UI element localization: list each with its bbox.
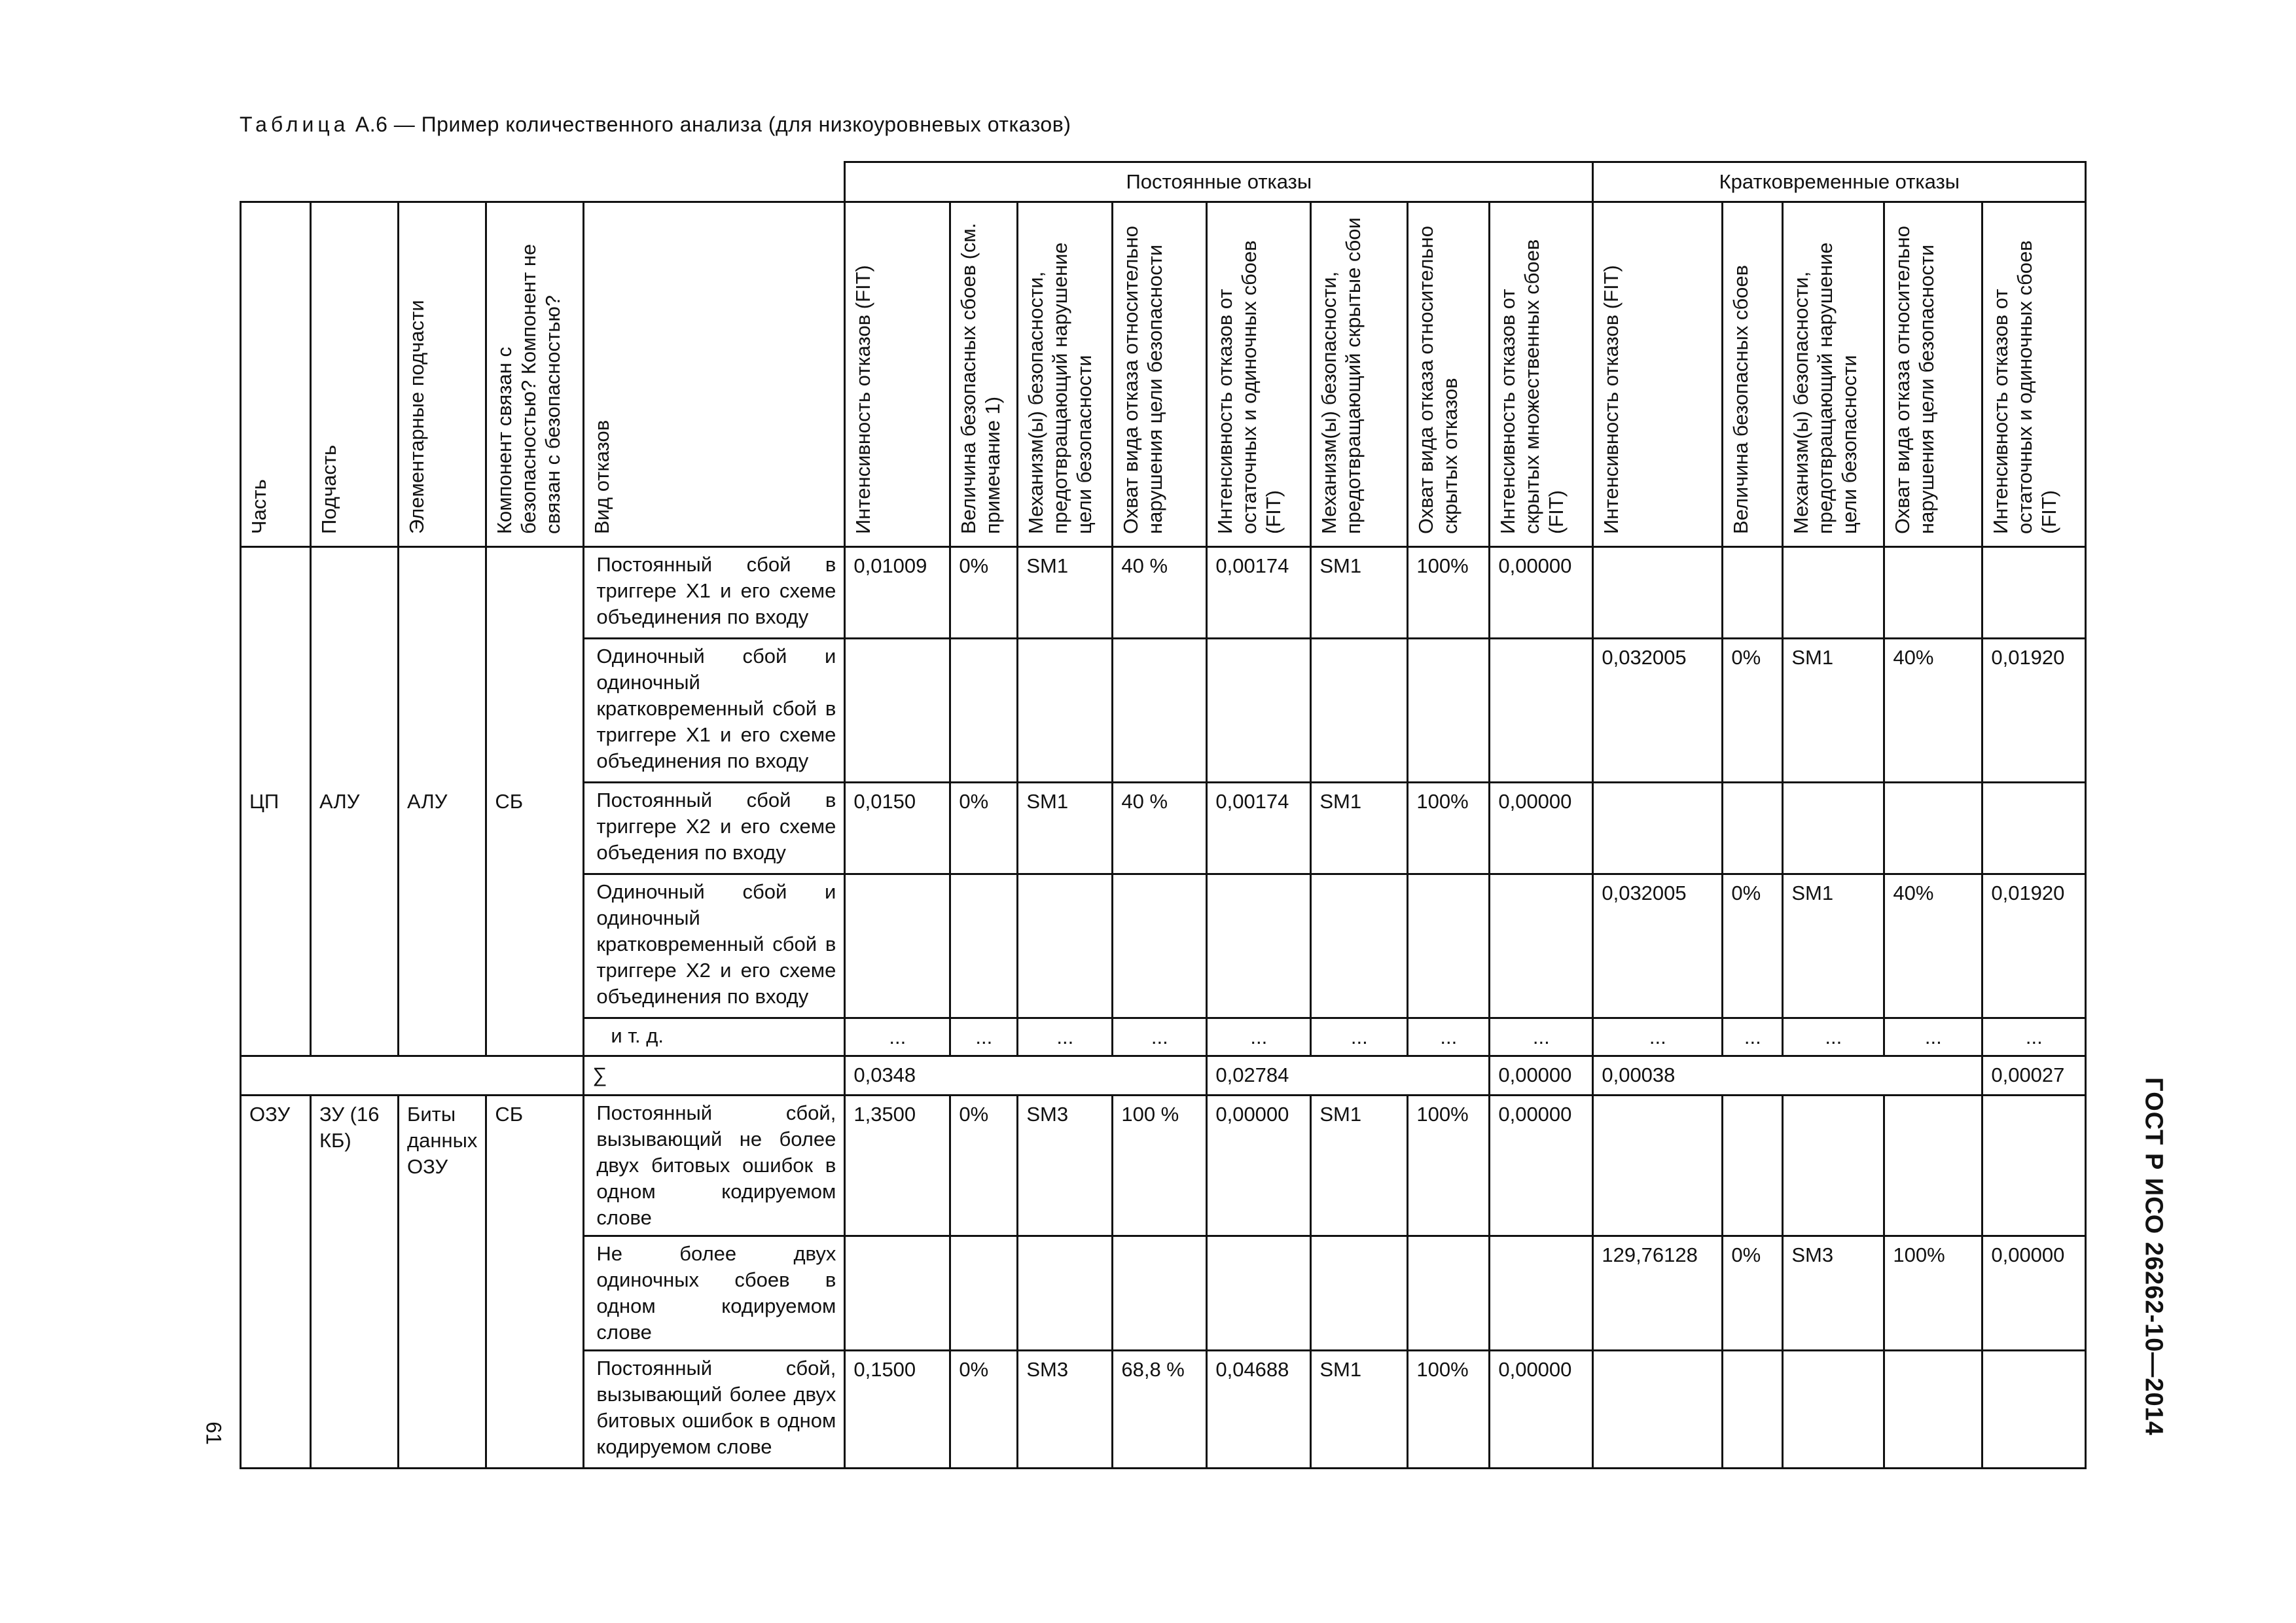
cell-t-rate — [1593, 547, 1723, 639]
cell-t-safe — [1723, 1351, 1783, 1469]
sum-empty — [241, 1056, 584, 1096]
header-t-mech — [1783, 202, 1884, 547]
cell-failure-mode: Постоянный сбой в триггере X1 и его схеме объединения по входу — [584, 547, 845, 639]
cell-p-resid: 0,04688 — [1207, 1351, 1311, 1469]
cell-p-cov: ... — [1113, 1018, 1207, 1056]
header-p-resid — [1207, 202, 1311, 547]
cell-p-resid: 0,00174 — [1207, 547, 1311, 639]
header-t-rate — [1593, 202, 1723, 547]
sum-row — [241, 1056, 2086, 1096]
cell-t-mech: SM1 — [1783, 639, 1884, 783]
cell-t-cov: 100% — [1884, 1236, 1982, 1351]
cell-p-mech — [1018, 639, 1113, 783]
cell-p-mech-latent: SM1 — [1311, 1096, 1408, 1236]
cell-p-mech-latent: SM1 — [1311, 547, 1408, 639]
header-p-safe — [950, 202, 1018, 547]
sum-symbol: ∑ — [584, 1056, 845, 1096]
header-part-text: Часть — [247, 479, 270, 534]
caption-text: А.6 — Пример количественного анализа (для низкоуровневых отказов) — [355, 113, 1071, 136]
cell-failure-mode: Одиночный сбой и одиночный кратковременный сбой в триггере X1 и его схеме объединения по входу — [584, 639, 845, 783]
cell-t-safe — [1723, 783, 1783, 874]
cell-p-mech-latent: SM1 — [1311, 1351, 1408, 1469]
cell-p-cov: 100 % — [1113, 1096, 1207, 1236]
cell-t-rate — [1593, 1096, 1723, 1236]
cell-t-cov — [1884, 783, 1982, 874]
cell-t-cov — [1884, 547, 1982, 639]
cell-t-cov: 40% — [1884, 874, 1982, 1018]
cell-p-mech-latent — [1311, 639, 1408, 783]
cell-t-resid — [1982, 783, 2086, 874]
cell-p-mech: SM3 — [1018, 1351, 1113, 1469]
cell-p-latent — [1490, 874, 1593, 1018]
cell-t-cov — [1884, 1351, 1982, 1469]
cell-t-resid — [1982, 547, 2086, 639]
group-permanent: Постоянные отказы — [845, 162, 1593, 202]
sum-p-rate: 0,0348 — [845, 1056, 1207, 1096]
header-p-safe-text: Величина безопасных сбоев (см. примечание 1) — [957, 223, 1005, 534]
cell-p-safe: 0% — [950, 1351, 1018, 1469]
header-p-latent-text: Интенсивность отказов от скрытых множественных сбоев (FIT) — [1496, 239, 1568, 534]
cell-p-mech: ... — [1018, 1018, 1113, 1056]
cell-p-mech-latent: SM1 — [1311, 783, 1408, 874]
cell-safety: СБ — [486, 1096, 584, 1469]
cell-t-safe: 0% — [1723, 639, 1783, 783]
cell-failure-mode: Одиночный сбой и одиночный кратковременный сбой в триггере X2 и его схеме объединения по входу — [584, 874, 845, 1018]
cell-failure-mode: Не более двух одиночных сбоев в одном кодируемом слове — [584, 1236, 845, 1351]
header-t-safe-text: Величина безопасных сбоев — [1729, 264, 1753, 534]
cell-p-latent — [1490, 1236, 1593, 1351]
cell-p-cov — [1113, 874, 1207, 1018]
cell-p-resid: ... — [1207, 1018, 1311, 1056]
cell-p-cov-latent: 100% — [1408, 547, 1490, 639]
cell-t-resid — [1982, 1351, 2086, 1469]
cell-elementary: Биты данных ОЗУ — [399, 1096, 486, 1469]
cell-p-cov: 40 % — [1113, 547, 1207, 639]
group-transient: Кратковременные отказы — [1593, 162, 2086, 202]
header-p-mech — [1018, 202, 1113, 547]
cell-p-cov — [1113, 1236, 1207, 1351]
cell-p-rate — [845, 874, 950, 1018]
cell-p-mech-latent: ... — [1311, 1018, 1408, 1056]
header-p-cov-latent — [1408, 202, 1490, 547]
cell-t-rate: 129,76128 — [1593, 1236, 1723, 1351]
header-failure-mode-text: Вид отказов — [590, 419, 614, 534]
cell-p-resid — [1207, 639, 1311, 783]
cell-t-safe: 0% — [1723, 874, 1783, 1018]
cell-p-mech-latent — [1311, 1236, 1408, 1351]
cell-p-latent: ... — [1490, 1018, 1593, 1056]
cell-p-rate: 0,1500 — [845, 1351, 950, 1469]
cell-t-mech: ... — [1783, 1018, 1884, 1056]
cell-p-cov-latent: 100% — [1408, 783, 1490, 874]
header-p-rate-text: Интенсивность отказов (FIT) — [852, 265, 875, 534]
cell-t-cov: ... — [1884, 1018, 1982, 1056]
cell-t-safe — [1723, 547, 1783, 639]
header-p-resid-text: Интенсивность отказов от остаточных и одиночных сбоев (FIT) — [1213, 240, 1285, 534]
cell-failure-mode: Постоянный сбой, вызывающий более двух битовых ошибок в одном кодируемом слове — [584, 1351, 845, 1469]
header-t-safe — [1723, 202, 1783, 547]
header-safety-related-text: Компонент связан с безопасностью? Компонент не связан с безопасностью? — [493, 243, 565, 534]
header-elementary — [399, 202, 486, 547]
table-caption — [240, 113, 1071, 137]
document-code-text: ГОСТ Р ИСО 26262-10—2014 — [2140, 1077, 2168, 1436]
cell-t-rate — [1593, 1351, 1723, 1469]
cell-p-safe: 0% — [950, 783, 1018, 874]
cell-t-mech: SM1 — [1783, 874, 1884, 1018]
sum-p-latent: 0,00000 — [1490, 1056, 1593, 1096]
cell-part: ОЗУ — [241, 1096, 311, 1469]
cell-t-cov: 40% — [1884, 639, 1982, 783]
header-p-mech-text: Механизм(ы) безопасности, предотвращающий нарушение цели безопасности — [1024, 242, 1096, 534]
cell-t-safe — [1723, 1096, 1783, 1236]
cell-subpart: ЗУ (16 КБ) — [311, 1096, 399, 1469]
cell-t-rate: 0,032005 — [1593, 639, 1723, 783]
empty-corner — [241, 162, 845, 202]
header-p-mech-latent-text: Механизм(ы) безопасности, предотвращающий скрытые сбои — [1318, 217, 1365, 534]
cell-p-cov: 68,8 % — [1113, 1351, 1207, 1469]
cell-t-cov — [1884, 1096, 1982, 1236]
cell-p-cov: 40 % — [1113, 783, 1207, 874]
header-t-rate-text: Интенсивность отказов (FIT) — [1600, 265, 1623, 534]
cell-t-safe: 0% — [1723, 1236, 1783, 1351]
header-subpart-text: Подчасть — [317, 444, 340, 534]
column-header-row — [241, 202, 2086, 547]
cell-p-mech: SM3 — [1018, 1096, 1113, 1236]
cell-p-safe: 0% — [950, 547, 1018, 639]
cell-p-latent — [1490, 639, 1593, 783]
document-code — [2134, 1060, 2173, 1453]
cell-t-resid: 0,01920 — [1982, 639, 2086, 783]
cell-p-resid: 0,00174 — [1207, 783, 1311, 874]
cell-p-safe — [950, 1236, 1018, 1351]
cell-t-resid: ... — [1982, 1018, 2086, 1056]
cell-p-rate: 0,01009 — [845, 547, 950, 639]
cell-p-mech: SM1 — [1018, 547, 1113, 639]
cell-p-cov-latent: 100% — [1408, 1351, 1490, 1469]
cell-failure-mode: Постоянный сбой в триггере X2 и его схеме объедения по входу — [584, 783, 845, 874]
header-t-resid-text: Интенсивность отказов от остаточных и одиночных сбоев (FIT) — [1989, 240, 2061, 534]
header-p-cov — [1113, 202, 1207, 547]
cell-subpart: АЛУ — [311, 547, 399, 1056]
header-p-mech-latent — [1311, 202, 1408, 547]
page-number — [194, 1407, 233, 1459]
group-header-row — [241, 162, 2086, 202]
cell-p-latent: 0,00000 — [1490, 783, 1593, 874]
sum-t-resid: 0,00027 — [1982, 1056, 2086, 1096]
cell-p-cov-latent — [1408, 639, 1490, 783]
cell-p-safe: 0% — [950, 1096, 1018, 1236]
cell-p-rate: 0,0150 — [845, 783, 950, 874]
cell-t-rate: ... — [1593, 1018, 1723, 1056]
cell-p-cov-latent — [1408, 1236, 1490, 1351]
cell-p-mech — [1018, 1236, 1113, 1351]
cell-t-rate — [1593, 783, 1723, 874]
cell-p-resid — [1207, 874, 1311, 1018]
cell-p-mech — [1018, 874, 1113, 1018]
cell-t-mech — [1783, 547, 1884, 639]
sum-p-resid: 0,02784 — [1207, 1056, 1490, 1096]
cell-p-latent: 0,00000 — [1490, 1096, 1593, 1236]
cell-p-rate: ... — [845, 1018, 950, 1056]
header-part — [241, 202, 311, 547]
table-row — [241, 547, 2086, 639]
cell-part: ЦП — [241, 547, 311, 1056]
cell-p-cov-latent: ... — [1408, 1018, 1490, 1056]
cell-t-resid: 0,00000 — [1982, 1236, 2086, 1351]
header-p-cov-latent-text: Охват вида отказа относительно скрытых отказов — [1414, 225, 1462, 534]
cell-t-mech — [1783, 1096, 1884, 1236]
cell-t-mech — [1783, 1351, 1884, 1469]
header-t-mech-text: Механизм(ы) безопасности, предотвращающий нарушение цели безопасности — [1789, 242, 1861, 534]
header-p-latent — [1490, 202, 1593, 547]
cell-p-latent: 0,00000 — [1490, 547, 1593, 639]
cell-p-cov-latent: 100% — [1408, 1096, 1490, 1236]
header-elementary-text: Элементарные подчасти — [405, 300, 428, 534]
cell-failure-mode: Постоянный сбой, вызывающий не более двух битовых ошибок в одном кодируемом слове — [584, 1096, 845, 1236]
header-failure-mode — [584, 202, 845, 547]
table-row — [241, 1096, 2086, 1236]
cell-safety: СБ — [486, 547, 584, 1056]
cell-p-cov — [1113, 639, 1207, 783]
caption-prefix: Таблица — [240, 113, 350, 136]
cell-p-safe — [950, 639, 1018, 783]
cell-t-resid — [1982, 1096, 2086, 1236]
cell-p-safe: ... — [950, 1018, 1018, 1056]
cell-t-safe: ... — [1723, 1018, 1783, 1056]
cell-elementary: АЛУ — [399, 547, 486, 1056]
cell-p-mech: SM1 — [1018, 783, 1113, 874]
header-t-resid — [1982, 202, 2086, 547]
header-p-cov-text: Охват вида отказа относительно нарушения цели безопасности — [1119, 225, 1167, 534]
cell-failure-mode: и т. д. — [584, 1018, 845, 1056]
cell-p-mech-latent — [1311, 874, 1408, 1018]
cell-p-safe — [950, 874, 1018, 1018]
header-p-rate — [845, 202, 950, 547]
cell-p-rate — [845, 639, 950, 783]
cell-p-cov-latent — [1408, 874, 1490, 1018]
header-subpart — [311, 202, 399, 547]
sum-t-rate: 0,00038 — [1593, 1056, 1982, 1096]
page-number-text: 61 — [202, 1421, 226, 1445]
analysis-table — [240, 161, 2087, 1469]
cell-p-rate: 1,3500 — [845, 1096, 950, 1236]
cell-t-rate: 0,032005 — [1593, 874, 1723, 1018]
header-t-cov-text: Охват вида отказа относительно нарушения цели безопасности — [1891, 225, 1939, 534]
cell-p-resid: 0,00000 — [1207, 1096, 1311, 1236]
cell-t-mech: SM3 — [1783, 1236, 1884, 1351]
cell-p-rate — [845, 1236, 950, 1351]
cell-p-resid — [1207, 1236, 1311, 1351]
header-t-cov — [1884, 202, 1982, 547]
cell-p-latent: 0,00000 — [1490, 1351, 1593, 1469]
cell-t-mech — [1783, 783, 1884, 874]
header-safety-related — [486, 202, 584, 547]
cell-t-resid: 0,01920 — [1982, 874, 2086, 1018]
